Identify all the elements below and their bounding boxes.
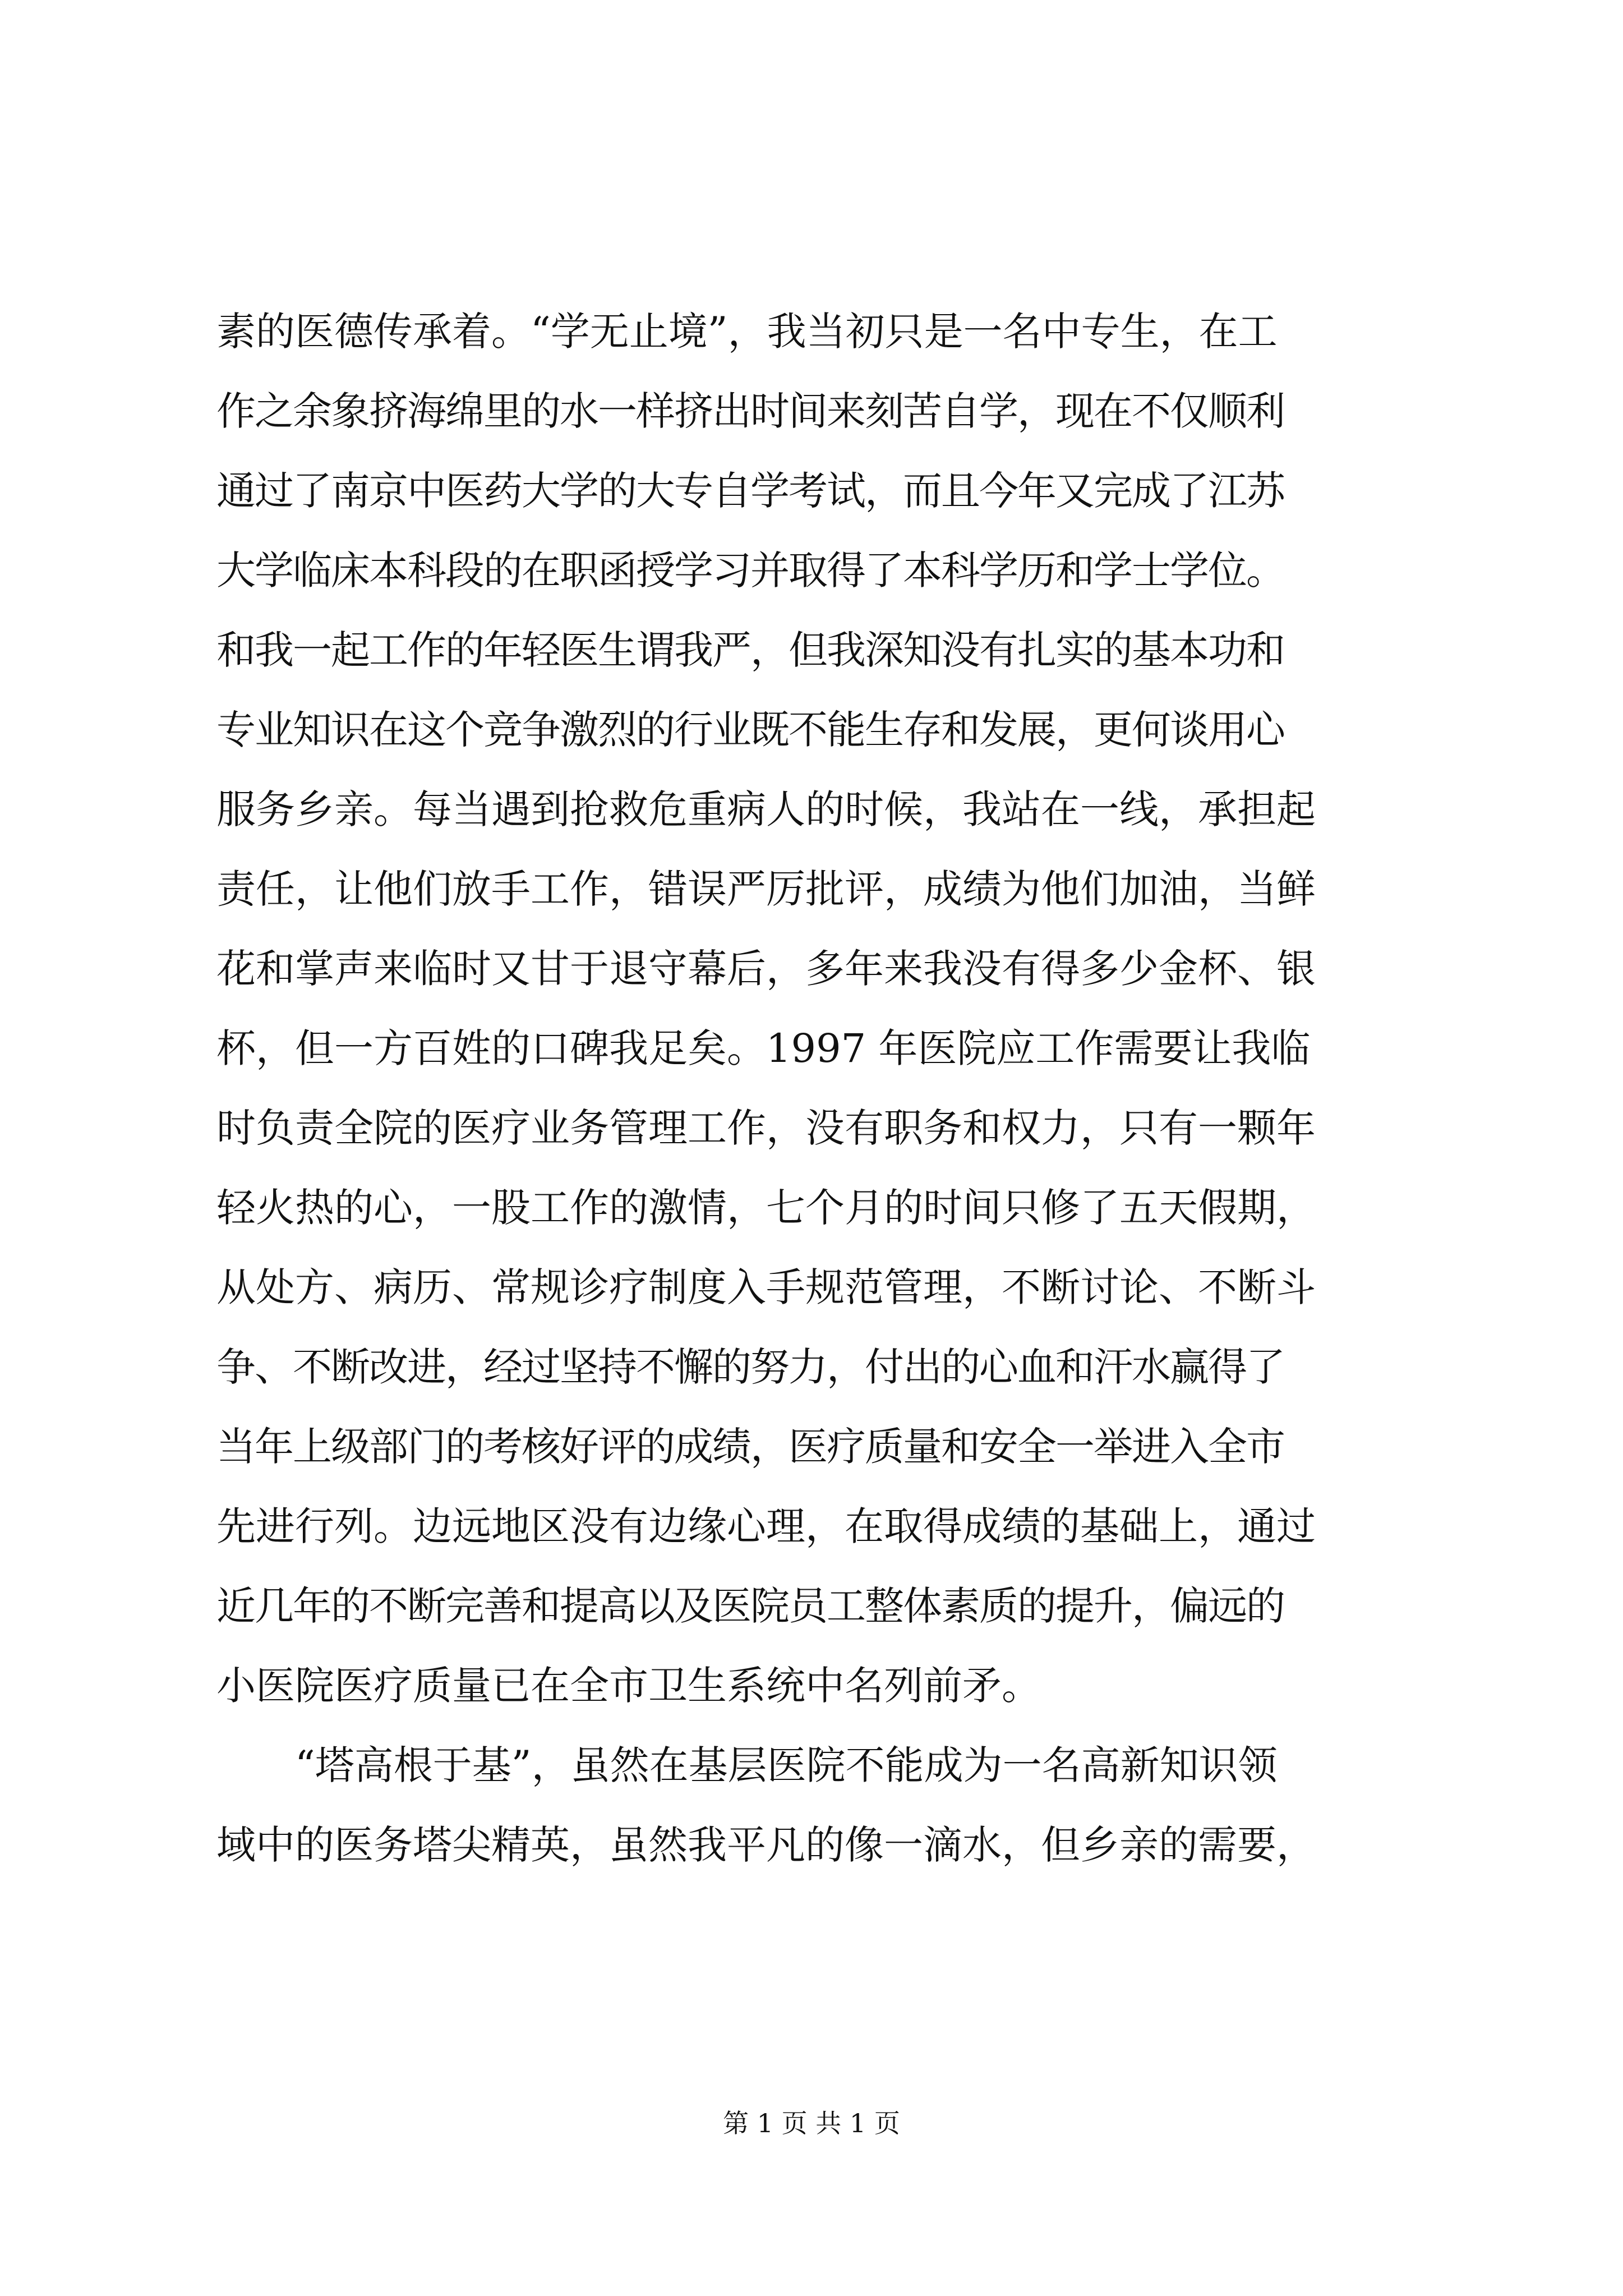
text-line: 小医院医疗质量已在全市卫生系统中名列前矛。 — [216, 1663, 1041, 1709]
text-line: 责任，让他们放手工作，错误严厉批评，成绩为他们加油，当鲜 — [216, 866, 1316, 912]
text-line: 专业知识在这个竞争激烈的行业既不能生存和发展，更何谈用心 — [216, 707, 1284, 753]
text-line: 域中的医务塔尖精英，虽然我平凡的像一滴水，但乡亲的需要， — [216, 1822, 1316, 1868]
text-line: 素的医德传承着。“学无止境”，我当初只是一名中专生，在工 — [216, 309, 1278, 355]
text-line: 杯，但一方百姓的口碑我足矣。1997 年医院应工作需要让我临 — [216, 1025, 1311, 1071]
text-line: 先进行列。边远地区没有边缘心理，在取得成绩的基础上，通过 — [216, 1503, 1316, 1549]
document-body — [216, 292, 1439, 1885]
text-line: 从处方、病历、常规诊疗制度入手规范管理，不断讨论、不断斗 — [216, 1264, 1316, 1310]
text-line: 时负责全院的医疗业务管理工作，没有职务和权力，只有一颗年 — [216, 1105, 1316, 1151]
text-line: 和我一起工作的年轻医生谓我严，但我深知没有扎实的基本功和 — [216, 627, 1284, 673]
page-footer: 第 1 页 共 1 页 — [723, 2108, 900, 2138]
text-line: 近几年的不断完善和提高以及医院员工整体素质的提升，偏远的 — [216, 1583, 1284, 1629]
paragraph-first-line: “塔高根于基”，虽然在基层医院不能成为一名高新知识领 — [295, 1742, 1278, 1788]
text-line: 作之余象挤海绵里的水一样挤出时间来刻苦自学，现在不仅顺利 — [216, 388, 1284, 434]
text-line: 当年上级部门的考核好评的成绩，医疗质量和安全一举进入全市 — [216, 1424, 1284, 1470]
text-line: 花和掌声来临时又甘于退守幕后，多年来我没有得多少金杯、银 — [216, 946, 1316, 992]
text-line: 大学临床本科段的在职函授学习并取得了本科学历和学士学位。 — [216, 547, 1284, 593]
text-line: 服务乡亲。每当遇到抢救危重病人的时候，我站在一线，承担起 — [216, 786, 1316, 832]
text-line: 争、不断改进，经过坚持不懈的努力，付出的心血和汗水赢得了 — [216, 1344, 1284, 1390]
text-line: 轻火热的心，一股工作的激情，七个月的时间只修了五天假期， — [216, 1185, 1316, 1231]
text-line: 通过了南京中医药大学的大专自学考试，而且今年又完成了江苏 — [216, 468, 1284, 514]
